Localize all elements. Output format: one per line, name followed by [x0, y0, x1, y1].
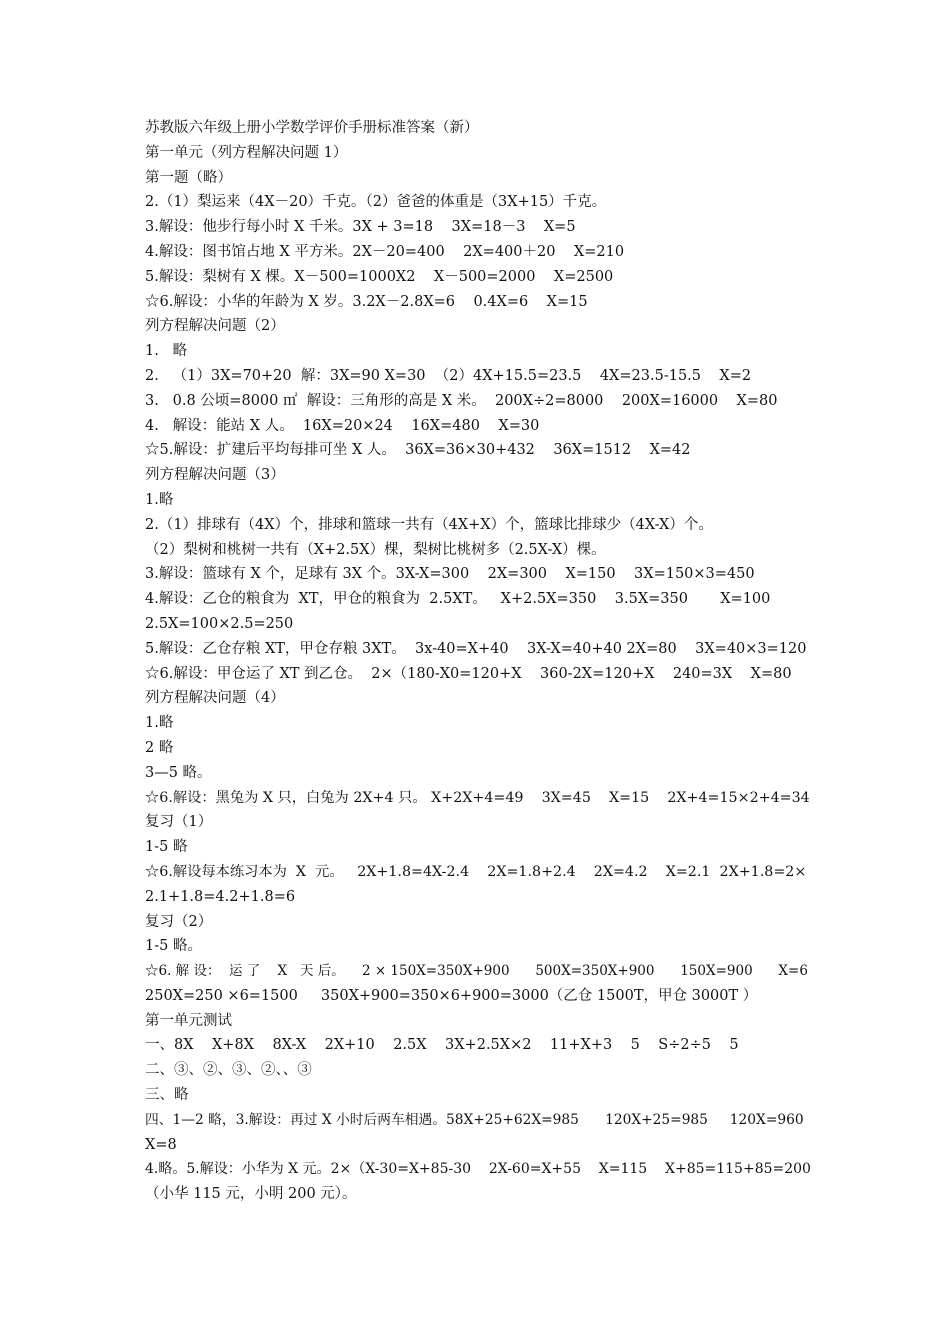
answer-line: ☆6.解设：甲仓运了 XT 到乙仓。 2×（180-X0=120+X 360-2X=120+X 240=3X X=80: [145, 665, 792, 682]
answer-line: 3.解设：他步行每小时 X 千米。3X + 3=18 3X=18－3 X=5: [145, 219, 576, 236]
answer-line: 250X=250 ×6=1500 350X+900=350×6+900=3000（乙仓 1500T，甲仓 3000T ）: [145, 987, 758, 1004]
answer-line: 2.1+1.8=4.2+1.8=6: [145, 888, 296, 905]
answer-line: 2.（1）梨运来（4X－20）千克。（2）爸爸的体重是（3X+15）千克。: [145, 194, 607, 211]
answer-line: 1.略: [145, 491, 174, 508]
answer-line: 2.5X=100×2.5=250: [145, 615, 294, 632]
answer-line: 三、略: [145, 1087, 189, 1104]
answer-line: ☆6. 解 设： 运 了 X 天 后。 2 × 150X=350X+900 500X=350X+900 150X=900 X=6: [145, 963, 808, 980]
answer-line: 2 略: [145, 739, 174, 756]
answer-line: 一、8X X+8X 8X-X 2X+10 2.5X 3X+2.5X×2 11+X+3 5 S÷2÷5 5: [145, 1037, 739, 1054]
answer-line: 1. 略: [145, 343, 188, 360]
section-heading: 第一单元测试: [145, 1012, 232, 1029]
answer-line: 5.解设：梨树有 X 棵。X－500=1000X2 X－500=2000 X=2500: [145, 268, 614, 285]
section-heading: 列方程解决问题（2）: [145, 318, 285, 335]
answer-line: （小华 115 元，小明 200 元）。: [145, 1186, 357, 1203]
section-heading: 列方程解决问题（4）: [145, 690, 285, 707]
section-heading: 列方程解决问题（3）: [145, 467, 285, 484]
answer-line: ☆5.解设：扩建后平均每排可坐 X 人。 36X=36×30+432 36X=1512 X=42: [145, 442, 691, 459]
section-heading: 复习（2）: [145, 913, 213, 930]
answer-line: ☆6.解设每本练习本为 X 元。 2X+1.8=4X-2.4 2X=1.8+2.4 2X=4.2 X=2.1 2X+1.8=2×: [145, 863, 807, 880]
answer-line: 1.略: [145, 715, 174, 732]
answer-line: 二、③、②、③、②、、③: [145, 1062, 312, 1079]
answer-line: 1-5 略。: [145, 938, 202, 955]
answer-line: 4. 解设：能站 X 人。 16X=20×24 16X=480 X=30: [145, 417, 540, 434]
answer-line: 1-5 略: [145, 839, 188, 856]
answer-line: 2.（1）排球有（4X）个，排球和篮球一共有（4X+X）个，篮球比排球少（4X-X）个。: [145, 516, 713, 533]
answer-line: X=8: [145, 1136, 177, 1153]
document-page: [145, 116, 813, 1207]
answer-line: 第一题（略）: [145, 169, 232, 186]
answer-line: 3. 0.8 公顷=8000 ㎡ 解设：三角形的高是 X 米。 200X÷2=8000 200X=16000 X=80: [145, 392, 778, 409]
document-title: 苏教版六年级上册小学数学评价手册标准答案（新）: [145, 120, 479, 136]
section-heading: 复习（1）: [145, 814, 213, 831]
answer-line: 3—5 略。: [145, 764, 212, 781]
answer-line: （2）梨树和桃树一共有（X+2.5X）棵，梨树比桃树多（2.5X-X）棵。: [145, 541, 606, 558]
section-heading: 第一单元（列方程解决问题 1）: [145, 144, 348, 161]
answer-line: 2. （1）3X=70+20 解：3X=90 X=30 （2）4X+15.5=23.5 4X=23.5-15.5 X=2: [145, 367, 752, 384]
answer-line: 4.解设：乙仓的粮食为 XT，甲仓的粮食为 2.5XT。 X+2.5X=350 3.5X=350 X=100: [145, 591, 771, 608]
answer-line: 4.解设：图书馆占地 X 平方米。2X－20=400 2X=400＋20 X=210: [145, 243, 625, 260]
answer-line: ☆6.解设：黑兔为 X 只，白兔为 2X+4 只。 X+2X+4=49 3X=45 X=15 2X+4=15×2+4=34: [145, 789, 810, 806]
answer-line: 3.解设：篮球有 X 个，足球有 3X 个。3X-X=300 2X=300 X=150 3X=150×3=450: [145, 566, 755, 583]
answer-line: ☆6.解设：小华的年龄为 X 岁。3.2X－2.8X=6 0.4X=6 X=15: [145, 293, 588, 310]
answer-line: 5.解设：乙仓存粮 XT，甲仓存粮 3XT。 3x-40=X+40 3X-X=40+40 2X=80 3X=40×3=120: [145, 640, 807, 657]
answer-line: 四、1—2 略，3.解设：再过 X 小时后两车相遇。58X+25+62X=985 120X+25=985 120X=960: [145, 1111, 804, 1128]
answer-line: 4.略。5.解设：小华为 X 元。2×（X-30=X+85-30 2X-60=X+55 X=115 X+85=115+85=200: [145, 1161, 811, 1178]
